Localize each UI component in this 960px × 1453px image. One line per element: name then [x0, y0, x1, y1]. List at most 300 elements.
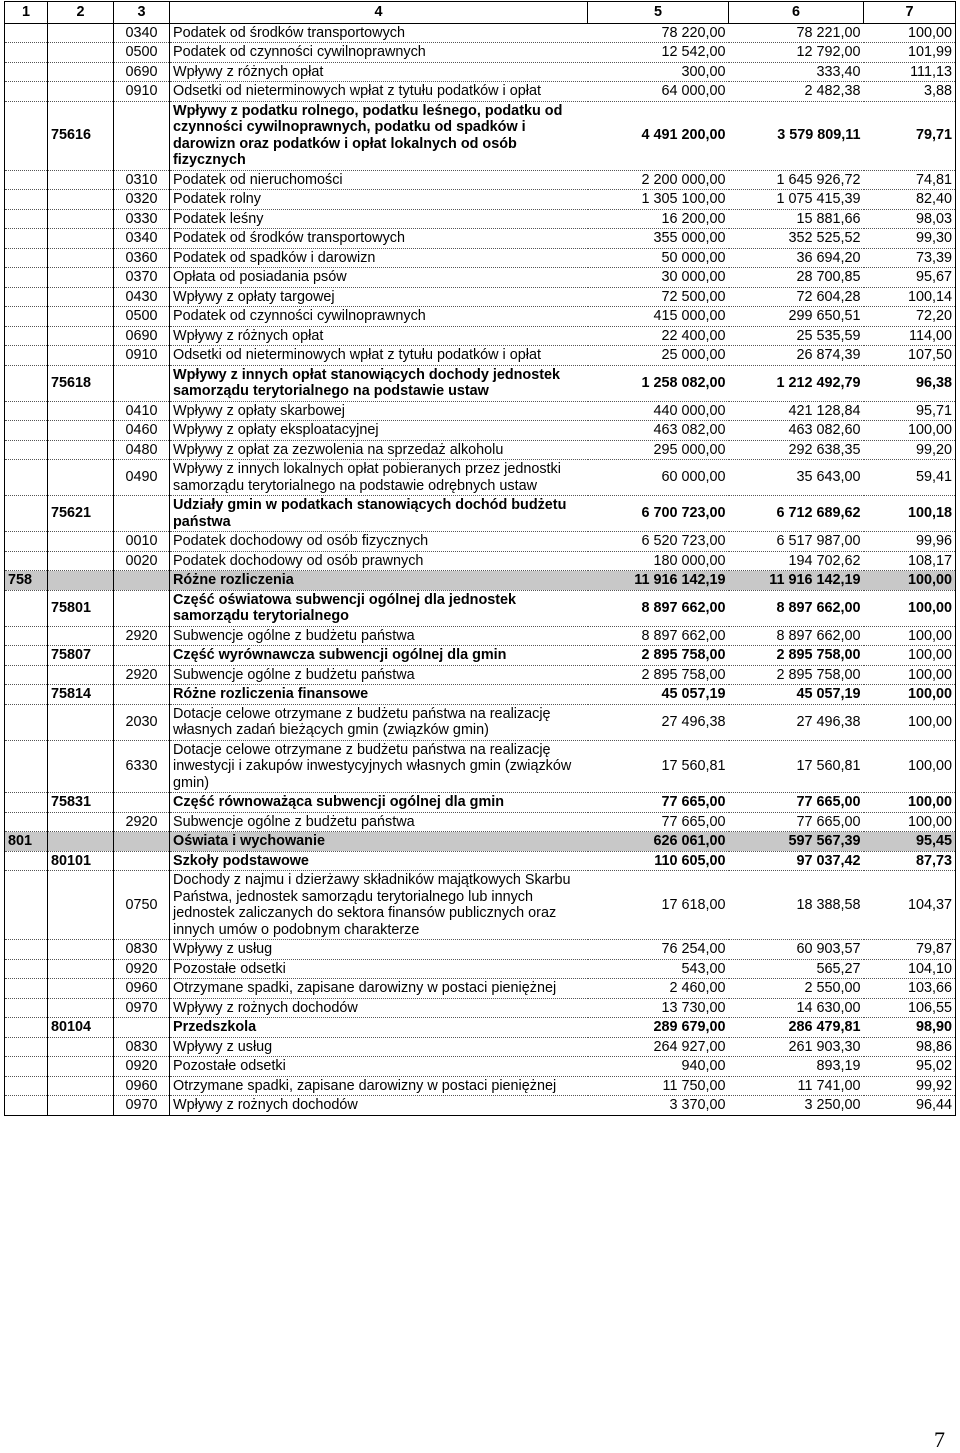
plan-cell: 300,00 [588, 62, 729, 82]
table-row [5, 871, 956, 940]
table-row [5, 1057, 956, 1077]
percent-cell: 95,67 [864, 268, 956, 288]
paragraf-cell: 0910 [114, 346, 170, 366]
dzial-cell [5, 532, 48, 552]
paragraf-cell: 2920 [114, 665, 170, 685]
dzial-cell [5, 998, 48, 1018]
description-cell: Wpływy z opłaty eksploatacyjnej [170, 421, 588, 441]
dzial-cell [5, 812, 48, 832]
paragraf-cell: 2920 [114, 626, 170, 646]
execution-cell: 11 741,00 [729, 1076, 864, 1096]
plan-cell: 25 000,00 [588, 346, 729, 366]
rozdzial-cell [48, 190, 114, 210]
percent-cell: 100,00 [864, 812, 956, 832]
plan-cell: 22 400,00 [588, 326, 729, 346]
description-cell: Dochody z najmu i dzierżawy składników majątkowych Skarbu Państwa, jednostek samorządu terytorialnego lub innych jednostek zaliczanych do sektora finansów publicznych oraz innych umów o podobnym charakterze [170, 871, 588, 940]
execution-cell: 18 388,58 [729, 871, 864, 940]
plan-cell: 3 370,00 [588, 1096, 729, 1116]
description-cell: Pozostałe odsetki [170, 959, 588, 979]
execution-cell: 333,40 [729, 62, 864, 82]
dzial-cell: 758 [5, 571, 48, 591]
rozdzial-cell [48, 626, 114, 646]
table-row [5, 23, 956, 43]
rozdzial-cell [48, 421, 114, 441]
table-row [5, 62, 956, 82]
description-cell: Otrzymane spadki, zapisane darowizny w postaci pieniężnej [170, 1076, 588, 1096]
paragraf-cell [114, 571, 170, 591]
dzial-cell [5, 440, 48, 460]
paragraf-cell: 0320 [114, 190, 170, 210]
execution-cell: 8 897 662,00 [729, 590, 864, 626]
percent-cell: 99,96 [864, 532, 956, 552]
execution-cell: 1 075 415,39 [729, 190, 864, 210]
description-cell: Podatek rolny [170, 190, 588, 210]
dzial-cell [5, 365, 48, 401]
paragraf-cell [114, 851, 170, 871]
dzial-cell [5, 646, 48, 666]
table-row [5, 626, 956, 646]
plan-cell: 626 061,00 [588, 832, 729, 852]
table-row [5, 43, 956, 63]
dzial-cell [5, 401, 48, 421]
dzial-cell [5, 268, 48, 288]
plan-cell: 17 560,81 [588, 740, 729, 793]
table-row [5, 346, 956, 366]
description-cell: Udziały gmin w podatkach stanowiących dochód budżetu państwa [170, 496, 588, 532]
execution-cell: 6 517 987,00 [729, 532, 864, 552]
table-row [5, 326, 956, 346]
rozdzial-cell [48, 43, 114, 63]
plan-cell: 64 000,00 [588, 82, 729, 102]
paragraf-cell [114, 590, 170, 626]
plan-cell: 11 750,00 [588, 1076, 729, 1096]
execution-cell: 3 579 809,11 [729, 101, 864, 170]
execution-cell: 45 057,19 [729, 685, 864, 705]
rozdzial-cell: 75801 [48, 590, 114, 626]
description-cell: Subwencje ogólne z budżetu państwa [170, 626, 588, 646]
description-cell: Podatek od nieruchomości [170, 170, 588, 190]
execution-cell: 15 881,66 [729, 209, 864, 229]
rozdzial-cell [48, 401, 114, 421]
description-cell: Podatek od czynności cywilnoprawnych [170, 43, 588, 63]
rozdzial-cell: 75831 [48, 793, 114, 813]
dzial-cell [5, 1076, 48, 1096]
execution-cell: 6 712 689,62 [729, 496, 864, 532]
table-row [5, 1018, 956, 1038]
table-row [5, 496, 956, 532]
table-row [5, 979, 956, 999]
paragraf-cell: 0410 [114, 401, 170, 421]
paragraf-cell: 0370 [114, 268, 170, 288]
plan-cell: 2 895 758,00 [588, 646, 729, 666]
execution-cell: 597 567,39 [729, 832, 864, 852]
paragraf-cell: 6330 [114, 740, 170, 793]
rozdzial-cell [48, 812, 114, 832]
percent-cell: 100,18 [864, 496, 956, 532]
description-cell: Wpływy z opłaty skarbowej [170, 401, 588, 421]
percent-cell: 100,00 [864, 740, 956, 793]
rozdzial-cell [48, 740, 114, 793]
rozdzial-cell [48, 326, 114, 346]
paragraf-cell: 0360 [114, 248, 170, 268]
description-cell: Wpływy z opłat za zezwolenia na sprzedaż alkoholu [170, 440, 588, 460]
rozdzial-cell [48, 940, 114, 960]
paragraf-cell [114, 496, 170, 532]
description-cell: Wpływy z podatku rolnego, podatku leśnego, podatku od czynności cywilnoprawnych, podatku od spadków i darowizn oraz podatków i opłat lokalnych od osób fizycznych [170, 101, 588, 170]
execution-cell: 17 560,81 [729, 740, 864, 793]
paragraf-cell: 0750 [114, 871, 170, 940]
execution-cell: 2 895 758,00 [729, 646, 864, 666]
dzial-cell [5, 326, 48, 346]
paragraf-cell: 0690 [114, 326, 170, 346]
percent-cell: 104,37 [864, 871, 956, 940]
execution-cell: 565,27 [729, 959, 864, 979]
dzial-cell [5, 460, 48, 496]
description-cell: Różne rozliczenia finansowe [170, 685, 588, 705]
dzial-cell [5, 307, 48, 327]
description-cell: Podatek od spadków i darowizn [170, 248, 588, 268]
plan-cell: 2 460,00 [588, 979, 729, 999]
execution-cell: 463 082,60 [729, 421, 864, 441]
dzial-cell [5, 685, 48, 705]
plan-cell: 8 897 662,00 [588, 626, 729, 646]
header-cell: 4 [170, 2, 588, 24]
execution-cell: 60 903,57 [729, 940, 864, 960]
header-cell: 2 [48, 2, 114, 24]
description-cell: Wpływy z rożnych dochodów [170, 1096, 588, 1116]
plan-cell: 940,00 [588, 1057, 729, 1077]
plan-cell: 440 000,00 [588, 401, 729, 421]
table-row [5, 590, 956, 626]
execution-cell: 27 496,38 [729, 704, 864, 740]
plan-cell: 415 000,00 [588, 307, 729, 327]
paragraf-cell: 2030 [114, 704, 170, 740]
table-row [5, 440, 956, 460]
paragraf-cell: 0690 [114, 62, 170, 82]
description-cell: Wpływy z różnych opłat [170, 62, 588, 82]
table-row [5, 287, 956, 307]
execution-cell: 35 643,00 [729, 460, 864, 496]
plan-cell: 30 000,00 [588, 268, 729, 288]
table-row [5, 812, 956, 832]
plan-cell: 11 916 142,19 [588, 571, 729, 591]
paragraf-cell: 0830 [114, 1037, 170, 1057]
rozdzial-cell [48, 287, 114, 307]
execution-cell: 78 221,00 [729, 23, 864, 43]
rozdzial-cell: 80101 [48, 851, 114, 871]
percent-cell: 100,00 [864, 704, 956, 740]
description-cell: Dotacje celowe otrzymane z budżetu państwa na realizację własnych zadań bieżących gmin (związków gmin) [170, 704, 588, 740]
description-cell: Pozostałe odsetki [170, 1057, 588, 1077]
table-row [5, 365, 956, 401]
description-cell: Opłata od posiadania psów [170, 268, 588, 288]
description-cell: Wpływy z innych lokalnych opłat pobieranych przez jednostki samorządu terytorialnego na podstawie odrębnych ustaw [170, 460, 588, 496]
rozdzial-cell [48, 551, 114, 571]
table-row [5, 307, 956, 327]
paragraf-cell: 0970 [114, 998, 170, 1018]
description-cell: Wpływy z opłaty targowej [170, 287, 588, 307]
rozdzial-cell [48, 832, 114, 852]
paragraf-cell [114, 365, 170, 401]
execution-cell: 12 792,00 [729, 43, 864, 63]
paragraf-cell: 0330 [114, 209, 170, 229]
rozdzial-cell: 75621 [48, 496, 114, 532]
table-row [5, 998, 956, 1018]
table-row [5, 1037, 956, 1057]
percent-cell: 3,88 [864, 82, 956, 102]
dzial-cell [5, 1018, 48, 1038]
rozdzial-cell [48, 704, 114, 740]
table-row [5, 832, 956, 852]
table-row [5, 940, 956, 960]
header-cell: 6 [729, 2, 864, 24]
rozdzial-cell [48, 871, 114, 940]
percent-cell: 87,73 [864, 851, 956, 871]
percent-cell: 100,00 [864, 23, 956, 43]
percent-cell: 99,20 [864, 440, 956, 460]
dzial-cell [5, 940, 48, 960]
dzial-cell [5, 590, 48, 626]
table-row [5, 1076, 956, 1096]
execution-cell: 352 525,52 [729, 229, 864, 249]
paragraf-cell: 0460 [114, 421, 170, 441]
description-cell: Podatek dochodowy od osób fizycznych [170, 532, 588, 552]
table-row [5, 571, 956, 591]
paragraf-cell [114, 1018, 170, 1038]
percent-cell: 74,81 [864, 170, 956, 190]
table-row [5, 209, 956, 229]
rozdzial-cell [48, 532, 114, 552]
rozdzial-cell [48, 248, 114, 268]
paragraf-cell: 0020 [114, 551, 170, 571]
description-cell: Wpływy z rożnych dochodów [170, 998, 588, 1018]
header-cell: 3 [114, 2, 170, 24]
plan-cell: 45 057,19 [588, 685, 729, 705]
description-cell: Dotacje celowe otrzymane z budżetu państwa na realizację inwestycji i zakupów inwestycyjnych własnych gmin (związków gmin) [170, 740, 588, 793]
page-number: 7 [934, 1427, 945, 1452]
header-cell: 5 [588, 2, 729, 24]
paragraf-cell: 0340 [114, 229, 170, 249]
percent-cell: 95,45 [864, 832, 956, 852]
description-cell: Oświata i wychowanie [170, 832, 588, 852]
table-row [5, 460, 956, 496]
execution-cell: 28 700,85 [729, 268, 864, 288]
paragraf-cell [114, 101, 170, 170]
plan-cell: 16 200,00 [588, 209, 729, 229]
paragraf-cell: 0960 [114, 979, 170, 999]
rozdzial-cell [48, 23, 114, 43]
description-cell: Otrzymane spadki, zapisane darowizny w postaci pieniężnej [170, 979, 588, 999]
description-cell: Podatek od środków transportowych [170, 229, 588, 249]
dzial-cell [5, 287, 48, 307]
dzial-cell [5, 871, 48, 940]
dzial-cell [5, 665, 48, 685]
plan-cell: 50 000,00 [588, 248, 729, 268]
execution-cell: 2 550,00 [729, 979, 864, 999]
rozdzial-cell [48, 1057, 114, 1077]
execution-cell: 286 479,81 [729, 1018, 864, 1038]
percent-cell: 98,90 [864, 1018, 956, 1038]
plan-cell: 355 000,00 [588, 229, 729, 249]
percent-cell: 100,00 [864, 646, 956, 666]
dzial-cell [5, 1037, 48, 1057]
rozdzial-cell [48, 229, 114, 249]
plan-cell: 76 254,00 [588, 940, 729, 960]
dzial-cell [5, 248, 48, 268]
percent-cell: 59,41 [864, 460, 956, 496]
plan-cell: 180 000,00 [588, 551, 729, 571]
rozdzial-cell [48, 62, 114, 82]
dzial-cell: 801 [5, 832, 48, 852]
percent-cell: 103,66 [864, 979, 956, 999]
header-cell: 7 [864, 2, 956, 24]
dzial-cell [5, 979, 48, 999]
plan-cell: 1 305 100,00 [588, 190, 729, 210]
paragraf-cell: 0960 [114, 1076, 170, 1096]
rozdzial-cell: 75618 [48, 365, 114, 401]
dzial-cell [5, 43, 48, 63]
description-cell: Przedszkola [170, 1018, 588, 1038]
percent-cell: 100,00 [864, 626, 956, 646]
rozdzial-cell [48, 268, 114, 288]
description-cell: Część równoważąca subwencji ogólnej dla gmin [170, 793, 588, 813]
paragraf-cell: 0830 [114, 940, 170, 960]
paragraf-cell: 0480 [114, 440, 170, 460]
execution-cell: 421 128,84 [729, 401, 864, 421]
rozdzial-cell [48, 82, 114, 102]
paragraf-cell: 0340 [114, 23, 170, 43]
rozdzial-cell [48, 170, 114, 190]
paragraf-cell [114, 793, 170, 813]
plan-cell: 289 679,00 [588, 1018, 729, 1038]
plan-cell: 17 618,00 [588, 871, 729, 940]
percent-cell: 106,55 [864, 998, 956, 1018]
rozdzial-cell [48, 1076, 114, 1096]
paragraf-cell [114, 685, 170, 705]
execution-cell: 25 535,59 [729, 326, 864, 346]
description-cell: Szkoły podstawowe [170, 851, 588, 871]
plan-cell: 60 000,00 [588, 460, 729, 496]
percent-cell: 82,40 [864, 190, 956, 210]
plan-cell: 12 542,00 [588, 43, 729, 63]
execution-cell: 261 903,30 [729, 1037, 864, 1057]
description-cell: Subwencje ogólne z budżetu państwa [170, 665, 588, 685]
percent-cell: 101,99 [864, 43, 956, 63]
plan-cell: 543,00 [588, 959, 729, 979]
rozdzial-cell [48, 959, 114, 979]
percent-cell: 100,00 [864, 421, 956, 441]
rozdzial-cell [48, 1037, 114, 1057]
paragraf-cell [114, 646, 170, 666]
rozdzial-cell [48, 460, 114, 496]
budget-table [4, 1, 956, 1116]
rozdzial-cell [48, 307, 114, 327]
percent-cell: 95,02 [864, 1057, 956, 1077]
dzial-cell [5, 1057, 48, 1077]
percent-cell: 98,03 [864, 209, 956, 229]
execution-cell: 1 212 492,79 [729, 365, 864, 401]
dzial-cell [5, 346, 48, 366]
description-cell: Podatek od czynności cywilnoprawnych [170, 307, 588, 327]
table-row [5, 740, 956, 793]
dzial-cell [5, 82, 48, 102]
percent-cell: 114,00 [864, 326, 956, 346]
table-row [5, 704, 956, 740]
execution-cell: 1 645 926,72 [729, 170, 864, 190]
execution-cell: 2 482,38 [729, 82, 864, 102]
paragraf-cell: 0490 [114, 460, 170, 496]
percent-cell: 108,17 [864, 551, 956, 571]
table-row [5, 82, 956, 102]
dzial-cell [5, 229, 48, 249]
paragraf-cell: 2920 [114, 812, 170, 832]
paragraf-cell: 0430 [114, 287, 170, 307]
table-row [5, 646, 956, 666]
table-row [5, 793, 956, 813]
rozdzial-cell [48, 440, 114, 460]
dzial-cell [5, 959, 48, 979]
description-cell: Podatek dochodowy od osób prawnych [170, 551, 588, 571]
table-row [5, 551, 956, 571]
percent-cell: 111,13 [864, 62, 956, 82]
description-cell: Odsetki od nieterminowych wpłat z tytułu podatków i opłat [170, 82, 588, 102]
dzial-cell [5, 704, 48, 740]
percent-cell: 100,00 [864, 590, 956, 626]
table-row [5, 401, 956, 421]
execution-cell: 292 638,35 [729, 440, 864, 460]
percent-cell: 96,44 [864, 1096, 956, 1116]
plan-cell: 77 665,00 [588, 812, 729, 832]
percent-cell: 79,71 [864, 101, 956, 170]
table-row [5, 268, 956, 288]
percent-cell: 100,00 [864, 793, 956, 813]
percent-cell: 98,86 [864, 1037, 956, 1057]
plan-cell: 8 897 662,00 [588, 590, 729, 626]
paragraf-cell: 0310 [114, 170, 170, 190]
description-cell: Odsetki od nieterminowych wpłat z tytułu podatków i opłat [170, 346, 588, 366]
plan-cell: 77 665,00 [588, 793, 729, 813]
percent-cell: 99,92 [864, 1076, 956, 1096]
table-row [5, 229, 956, 249]
rozdzial-cell [48, 665, 114, 685]
table-row [5, 190, 956, 210]
execution-cell: 72 604,28 [729, 287, 864, 307]
paragraf-cell [114, 832, 170, 852]
table-row [5, 170, 956, 190]
dzial-cell [5, 626, 48, 646]
execution-cell: 893,19 [729, 1057, 864, 1077]
table-header-row [5, 2, 956, 24]
plan-cell: 78 220,00 [588, 23, 729, 43]
table-row [5, 1096, 956, 1116]
table-row [5, 665, 956, 685]
rozdzial-cell: 75807 [48, 646, 114, 666]
paragraf-cell: 0920 [114, 959, 170, 979]
dzial-cell [5, 1096, 48, 1116]
percent-cell: 99,30 [864, 229, 956, 249]
paragraf-cell: 0920 [114, 1057, 170, 1077]
execution-cell: 194 702,62 [729, 551, 864, 571]
dzial-cell [5, 23, 48, 43]
dzial-cell [5, 209, 48, 229]
plan-cell: 264 927,00 [588, 1037, 729, 1057]
plan-cell: 295 000,00 [588, 440, 729, 460]
description-cell: Różne rozliczenia [170, 571, 588, 591]
execution-cell: 3 250,00 [729, 1096, 864, 1116]
plan-cell: 27 496,38 [588, 704, 729, 740]
execution-cell: 77 665,00 [729, 812, 864, 832]
percent-cell: 104,10 [864, 959, 956, 979]
